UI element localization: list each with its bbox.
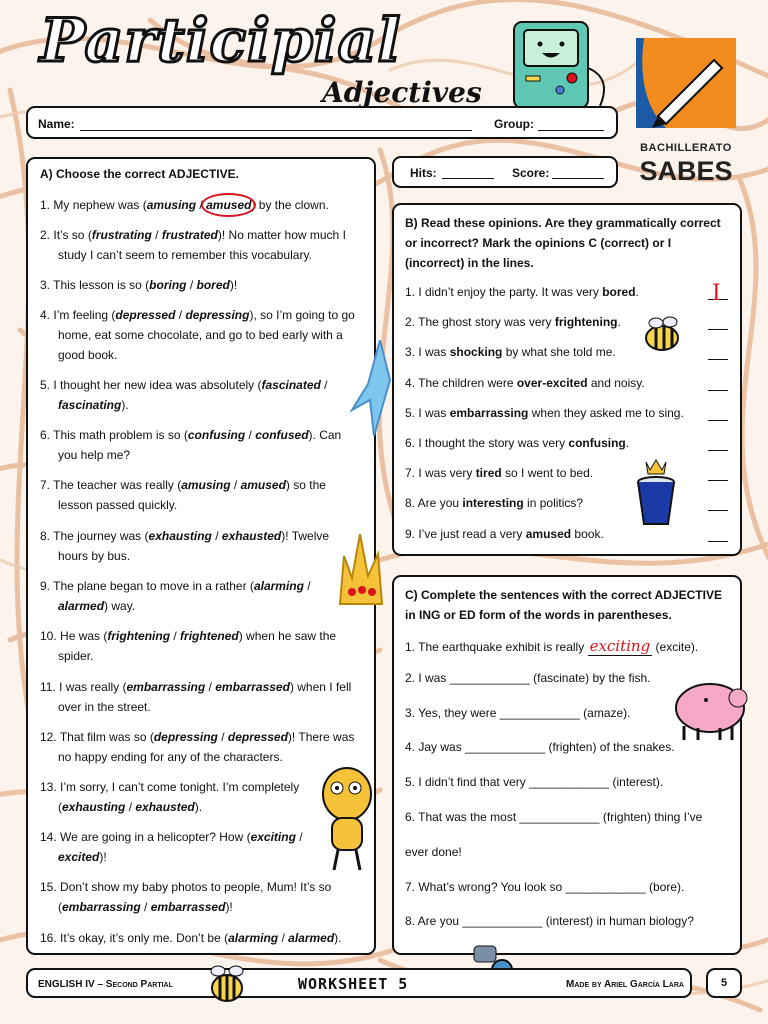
- cont-text: ).: [194, 800, 203, 814]
- name-label: Name:: [38, 117, 75, 131]
- score-field[interactable]: [552, 178, 604, 179]
- item-text-end: book.: [571, 526, 604, 541]
- item-text: The teacher was really (: [53, 478, 182, 492]
- cup-icon: [634, 456, 678, 528]
- item-text-end: )! Twelve: [281, 529, 330, 543]
- hits-label: Hits:: [410, 166, 437, 180]
- item-text-end: )! No matter how much I: [217, 228, 346, 242]
- item-text: That film was so (: [59, 730, 154, 744]
- answer-line[interactable]: [708, 480, 728, 481]
- item-keyword: confusing: [568, 436, 626, 450]
- item-text: 9. I’ve just read a very: [405, 526, 526, 541]
- option-a[interactable]: alarming: [228, 931, 279, 945]
- option-a[interactable]: depressing: [153, 730, 218, 744]
- item-text: 2. I was: [405, 671, 450, 685]
- cont-text: hours by bus.: [58, 549, 131, 563]
- item-number: 13.: [40, 780, 57, 794]
- item-text: 5. I was: [405, 405, 450, 420]
- item-text-end: when they asked me to sing.: [528, 405, 684, 420]
- section-a-item: [40, 475, 370, 515]
- option-b[interactable]: bored: [196, 278, 230, 292]
- option-a[interactable]: amusing: [181, 478, 231, 492]
- option-b[interactable]: frustrated: [161, 228, 218, 242]
- hits-score-box: [392, 156, 618, 188]
- item-text: This math problem is so (: [53, 428, 188, 442]
- item-text-end: (interest).: [609, 775, 664, 789]
- option-a[interactable]: alarming: [253, 579, 304, 593]
- item-text-end: (excite).: [652, 640, 699, 654]
- option-b[interactable]: depressing: [185, 308, 250, 322]
- logo-text-top: BACHILLERATO: [640, 142, 732, 154]
- page-number: 5: [706, 968, 742, 998]
- footer-author: Made by Ariel García Lara: [566, 979, 684, 990]
- option-a[interactable]: boring: [149, 278, 187, 292]
- section-a-item: [40, 305, 370, 365]
- item-text-end: ). Can: [308, 428, 342, 442]
- bee-icon: [640, 314, 688, 354]
- option-b-circled[interactable]: amused: [206, 195, 251, 215]
- item-number: 12.: [40, 730, 57, 744]
- item-text-end: ), so I’m going to go: [249, 308, 355, 322]
- item-text-end: (bore).: [645, 880, 685, 894]
- item-keyword: bored: [602, 285, 636, 299]
- answer-line[interactable]: [708, 390, 728, 391]
- group-field[interactable]: [538, 130, 604, 131]
- answer-blank[interactable]: ____________: [465, 740, 546, 754]
- option-a[interactable]: excited: [58, 850, 100, 864]
- item-text: I thought her new idea was absolutely (: [53, 378, 262, 392]
- item-text: 7. What’s wrong? You look so: [405, 880, 566, 894]
- option-b[interactable]: exhausted: [135, 800, 195, 814]
- page-subtitle: Adjectives: [322, 76, 482, 109]
- section-b-item: [405, 466, 593, 480]
- option-a[interactable]: exciting: [250, 830, 296, 844]
- option-b[interactable]: alarmed: [288, 931, 335, 945]
- option-a[interactable]: fascinated: [261, 378, 321, 392]
- item-text-end: .: [617, 315, 621, 330]
- item-text: We are going in a helicopter? How (: [60, 830, 251, 844]
- item-text: 1. The earthquake exhibit is really: [405, 640, 588, 654]
- answer-line[interactable]: [708, 541, 728, 542]
- answer-line[interactable]: [708, 329, 728, 330]
- footer-course-name: ENGLISH IV: [38, 979, 95, 990]
- section-c-item: [405, 914, 694, 928]
- item-number: 10.: [40, 629, 57, 643]
- option-a[interactable]: fascinating: [58, 398, 122, 412]
- item-text-end: ) by the clown.: [251, 198, 329, 212]
- section-a-heading: A) Choose the correct ADJECTIVE.: [40, 167, 239, 181]
- answer-line[interactable]: [708, 420, 728, 421]
- option-separator: /: [125, 800, 136, 814]
- cont-text: study I can’t seem to remember this vocabulary.: [58, 248, 312, 262]
- option-a[interactable]: depressed: [115, 308, 176, 322]
- option-separator: /: [295, 830, 303, 844]
- section-b-item: [405, 345, 616, 359]
- section-a-item: [40, 375, 370, 415]
- option-separator: /: [230, 478, 241, 492]
- item-text: I was really (: [59, 680, 127, 694]
- item-number: 3.: [40, 278, 51, 292]
- item-number: 1.: [40, 198, 51, 212]
- bee-icon: [204, 962, 250, 1006]
- option-a[interactable]: embarrassing: [62, 900, 141, 914]
- item-text: It’s so (: [53, 228, 92, 242]
- option-separator: /: [211, 529, 222, 543]
- cont-text: spider.: [58, 649, 94, 663]
- group-label: Group:: [494, 117, 534, 131]
- section-c-heading: C) Complete the sentences with the correct ADJECTIVE in ING or ED form of the words in parentheses.: [405, 588, 722, 622]
- item-number: 7.: [40, 478, 51, 492]
- item-text: This lesson is so (: [53, 278, 150, 292]
- option-separator: /: [151, 228, 162, 242]
- item-number: 2.: [40, 228, 51, 242]
- pencil-logo-icon: [636, 38, 736, 128]
- section-c-item: [405, 706, 631, 720]
- item-continuation: [40, 596, 370, 616]
- item-keyword: frightening: [554, 315, 618, 330]
- item-number: 5.: [40, 378, 51, 392]
- section-c-item: [405, 880, 684, 894]
- item-number: 6.: [40, 428, 51, 442]
- item-text-end: and noisy.: [587, 375, 645, 390]
- section-b-item: [405, 315, 621, 329]
- item-keyword: amused: [525, 526, 572, 541]
- answer-line[interactable]: [708, 359, 728, 360]
- section-c-item: [405, 775, 663, 789]
- cont-text: )!: [99, 850, 107, 864]
- item-text: 5. I didn’t find that very: [405, 775, 530, 789]
- item-continuation: [40, 546, 370, 566]
- section-a-item: [40, 425, 370, 465]
- item-text: 2. The ghost story was very: [405, 315, 555, 330]
- item-continuation: [40, 697, 370, 717]
- section-b-item: [405, 527, 604, 541]
- option-b[interactable]: frightened: [180, 629, 239, 643]
- section-c-item: [405, 671, 651, 685]
- item-text: Don’t show my baby photos to people, Mum! It’s so: [60, 880, 332, 894]
- item-text-end: in politics?: [523, 496, 584, 511]
- item-text: The plane began to move in a rather (: [53, 579, 254, 593]
- item-text: It’s okay, it’s only me. Don’t be (: [60, 931, 229, 945]
- item-number: 11.: [40, 680, 56, 694]
- item-text: 4. The children were: [405, 375, 517, 390]
- section-a-item: [40, 928, 370, 948]
- footer-partial: – Second Partial: [94, 979, 173, 990]
- option-b[interactable]: embarrassed: [150, 900, 226, 914]
- item-keyword: interesting: [462, 496, 524, 511]
- score-label: Score:: [512, 166, 550, 180]
- answer-handwritten[interactable]: exciting: [589, 637, 651, 655]
- logo-text-main: SABES: [639, 156, 733, 186]
- option-a[interactable]: confusing: [187, 428, 246, 442]
- section-a-item: [40, 877, 370, 917]
- option-separator: /: [303, 579, 311, 593]
- section-a-item: [40, 225, 370, 265]
- item-text: 3. Yes, they were: [405, 706, 500, 720]
- item-keyword: embarrassing: [449, 405, 529, 420]
- item-continuation-2: good book.: [58, 348, 118, 362]
- item-text-end: (frighten) of the snakes.: [545, 740, 675, 754]
- item-text: 7. I was very: [405, 466, 476, 481]
- item-number: 16.: [40, 931, 57, 945]
- section-b-item: [405, 376, 645, 390]
- answer-blank[interactable]: ____________: [449, 671, 530, 685]
- option-a[interactable]: embarrassing: [126, 680, 206, 694]
- option-a[interactable]: amusing: [146, 198, 197, 212]
- answer-blank[interactable]: ____________: [565, 880, 646, 894]
- section-a-item: [40, 526, 370, 566]
- item-text: The journey was (: [53, 529, 149, 543]
- item-text-end: ) when he saw the: [238, 629, 337, 643]
- section-c-item: [405, 810, 702, 824]
- section-a-item: [40, 677, 370, 717]
- cont-text: ) way.: [104, 599, 136, 613]
- option-separator: /: [205, 680, 216, 694]
- item-keyword: tired: [475, 466, 502, 481]
- item-text-end: (fascinate) by the fish.: [529, 671, 651, 685]
- item-text-end: .: [635, 285, 639, 299]
- cont-text: you help me?: [58, 448, 131, 462]
- section-c: [392, 575, 742, 955]
- cont-open: (: [58, 900, 62, 914]
- answer-line[interactable]: [708, 510, 728, 511]
- item-number: 4.: [40, 308, 51, 322]
- section-a-item: [40, 626, 370, 666]
- hits-field[interactable]: [442, 178, 494, 179]
- option-separator: /: [140, 900, 151, 914]
- pig-icon: [666, 668, 750, 742]
- option-separator: /: [196, 198, 207, 212]
- section-c-item: [405, 740, 675, 754]
- cont-text: ).: [121, 398, 129, 412]
- section-a-item: [40, 727, 370, 767]
- item-text: My nephew was (: [53, 198, 147, 212]
- cont-open: (: [58, 800, 62, 814]
- item-text-end: by what she told me.: [502, 345, 616, 360]
- item-number: 14.: [40, 830, 57, 844]
- answer-mark: I: [712, 281, 721, 306]
- crown-icon: [336, 530, 386, 610]
- item-text-end: )!: [229, 278, 238, 292]
- option-b[interactable]: confused: [255, 428, 309, 442]
- option-a[interactable]: exhausting: [62, 800, 126, 814]
- item-text: I’m sorry, I can’t come tonight. I’m completely: [60, 780, 300, 794]
- section-b-item: [405, 496, 583, 510]
- item-text: I’m feeling (: [53, 308, 116, 322]
- name-group-box: [26, 106, 618, 139]
- section-a-item: [40, 195, 370, 215]
- footer-course: [38, 979, 173, 990]
- option-separator: /: [186, 278, 197, 292]
- section-b-item: [405, 285, 639, 299]
- crystal-icon: [350, 340, 392, 436]
- item-text-end: (interest) in human biology?: [542, 914, 694, 928]
- item-text: 6. I thought the story was very: [405, 436, 569, 450]
- item-continuation: [40, 495, 370, 515]
- section-c-item: [405, 845, 462, 859]
- item-text-end: ) when I fell: [289, 680, 352, 694]
- answer-blank[interactable]: ____________: [462, 914, 543, 928]
- option-separator: /: [278, 931, 289, 945]
- item-text: 8. Are you: [405, 496, 463, 511]
- item-text-end: (amaze).: [579, 706, 631, 720]
- option-a[interactable]: frightening: [107, 629, 171, 643]
- option-b[interactable]: amused: [240, 478, 286, 492]
- item-text-end: )! There was: [287, 730, 355, 744]
- section-b-heading: B) Read these opinions. Are they grammatically correct or incorrect? Mark the opinions C (correct) or I (incorrect) in the lines.: [405, 216, 721, 270]
- item-continuation: [40, 646, 370, 666]
- cont-text: over in the street.: [58, 700, 151, 714]
- section-b-item: [405, 436, 629, 450]
- section-b-item: [405, 406, 684, 420]
- item-text: 6. That was the most: [405, 810, 520, 824]
- item-text-end: so I went to bed.: [501, 466, 594, 481]
- item-number: 8.: [40, 529, 51, 543]
- item-text: 1. I didn’t enjoy the party. It was very: [405, 285, 603, 299]
- cont-text: lesson passed quickly.: [58, 498, 178, 512]
- item-text: 4. Jay was: [405, 740, 466, 754]
- item-continuation: [40, 395, 370, 415]
- item-number: 15.: [40, 880, 57, 894]
- item-continuation: [40, 897, 370, 917]
- dog-character-image: [318, 764, 376, 872]
- section-c-item: [405, 637, 698, 655]
- option-a[interactable]: exhausting: [148, 529, 212, 543]
- item-text-end: (frighten) thing I’ve: [599, 810, 703, 824]
- item-continuation: [40, 325, 370, 345]
- option-a[interactable]: frustrating: [91, 228, 152, 242]
- item-number: 9.: [40, 579, 51, 593]
- page-title: Participial: [40, 6, 402, 76]
- worksheet-label: WORKSHEET 5: [298, 975, 409, 993]
- school-logo: [636, 38, 736, 184]
- item-text: 8. Are you: [405, 914, 463, 928]
- answer-blank[interactable]: ____________: [499, 706, 580, 720]
- cont-text: no happy ending for any of the characters.: [58, 750, 283, 764]
- item-text: ever done!: [405, 845, 462, 859]
- answer-line[interactable]: [708, 450, 728, 451]
- option-b[interactable]: embarrassed: [215, 680, 290, 694]
- item-keyword: shocking: [449, 345, 503, 360]
- option-a[interactable]: alarmed: [58, 599, 105, 613]
- option-separator: /: [170, 629, 181, 643]
- option-separator: /: [320, 378, 328, 392]
- footer-bar: [26, 968, 692, 998]
- item-continuation: [40, 245, 370, 265]
- answer-blank[interactable]: ____________: [519, 810, 600, 824]
- option-b[interactable]: depressed: [227, 730, 288, 744]
- item-text: He was (: [60, 629, 108, 643]
- robot-character-image: [500, 18, 620, 110]
- option-separator: /: [175, 308, 186, 322]
- item-text-end: ) so the: [285, 478, 326, 492]
- option-separator: /: [217, 730, 228, 744]
- item-text-end: .: [625, 436, 630, 450]
- section-a-item: [40, 576, 370, 616]
- option-b[interactable]: exhausted: [221, 529, 282, 543]
- name-field[interactable]: [80, 130, 472, 131]
- cont-text: )!: [225, 900, 233, 914]
- item-text: 3. I was: [405, 345, 450, 360]
- item-text-end: ).: [334, 931, 342, 945]
- answer-blank[interactable]: ____________: [529, 775, 610, 789]
- cont-text: home, eat some chocolate, and go to bed early with a: [58, 328, 343, 342]
- section-a-item: [40, 275, 370, 295]
- item-continuation: [40, 445, 370, 465]
- item-keyword: over-excited: [516, 375, 588, 390]
- option-separator: /: [245, 428, 256, 442]
- section-b: [392, 203, 742, 556]
